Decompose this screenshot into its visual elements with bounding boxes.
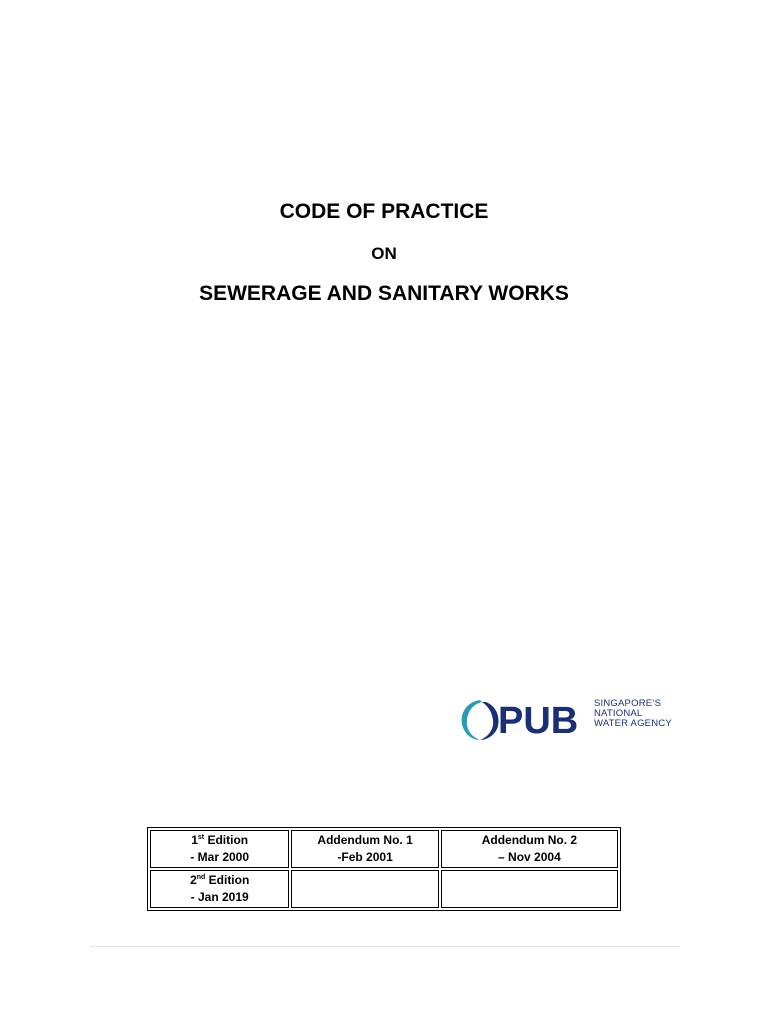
- edition-label: Edition: [205, 873, 250, 887]
- edition-label: Edition: [204, 833, 249, 847]
- edition-date: - Mar 2000: [190, 850, 250, 864]
- table-cell-addendum-2: [441, 830, 618, 868]
- edition-ordinal: 2: [190, 873, 197, 887]
- editions-table: [147, 827, 621, 911]
- tagline-line-1: SINGAPORE’S: [594, 698, 662, 709]
- table-cell-first-edition: [150, 830, 289, 868]
- footer-divider: [90, 946, 680, 947]
- table-cell-empty: [291, 870, 438, 908]
- table-cell-second-edition: [150, 870, 289, 908]
- table-cell-addendum-1: [291, 830, 438, 868]
- tagline-line-3: WATER AGENCY: [594, 718, 672, 729]
- document-title: CODE OF PRACTICE: [279, 200, 489, 223]
- pub-logo: [458, 696, 678, 742]
- pub-logo-mark: [458, 696, 593, 742]
- table-row: [150, 870, 618, 908]
- addendum-date: -Feb 2001: [337, 850, 393, 864]
- table-cell-empty: [441, 870, 618, 908]
- pub-wordmark: PUB: [498, 700, 579, 742]
- table-row: [150, 830, 618, 868]
- edition-ordinal-suffix: st: [197, 834, 205, 841]
- addendum-label: Addendum No. 1: [317, 833, 413, 847]
- edition-ordinal: 1: [191, 833, 198, 847]
- tagline-line-2: NATIONAL: [594, 708, 643, 719]
- addendum-date: – Nov 2004: [498, 850, 561, 864]
- edition-ordinal-suffix: nd: [196, 874, 206, 881]
- pub-tagline: [594, 699, 672, 729]
- edition-date: - Jan 2019: [190, 890, 249, 904]
- addendum-label: Addendum No. 2: [481, 833, 578, 847]
- document-title-connector: ON: [371, 244, 397, 263]
- document-subtitle: SEWERAGE AND SANITARY WORKS: [199, 282, 569, 305]
